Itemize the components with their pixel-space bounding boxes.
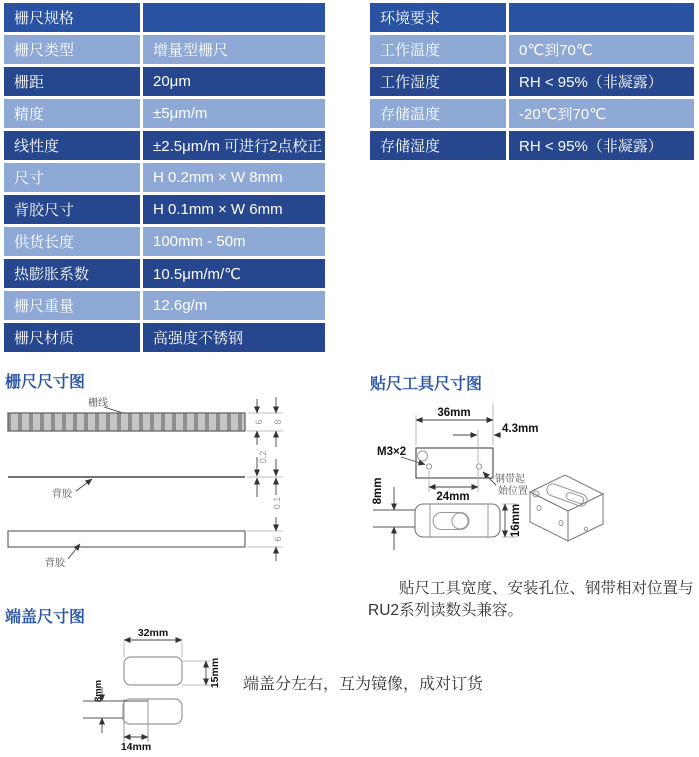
tool-caption-line2: RU2系列读数头兼容。 bbox=[368, 601, 524, 619]
scale-spec-table bbox=[1, 0, 328, 355]
spec-table-title: 栅尺规格 bbox=[4, 3, 140, 32]
row-value: H 0.2mm × W 8mm bbox=[143, 163, 325, 192]
row-label: 工作湿度 bbox=[370, 67, 506, 96]
row-value: RH < 95%（非凝露） bbox=[509, 67, 694, 96]
table-row bbox=[4, 163, 325, 192]
row-label: 存储温度 bbox=[370, 99, 506, 128]
grating-bar bbox=[8, 413, 245, 431]
hole-spec-label: M3×2 bbox=[377, 446, 407, 458]
tool-bottom-view bbox=[415, 504, 500, 537]
endcap-side-view bbox=[123, 699, 182, 724]
dim-8mm: 8mm bbox=[93, 679, 104, 703]
tool-dimension-drawing bbox=[365, 395, 699, 580]
row-value: 100mm - 50m bbox=[143, 227, 325, 256]
dim-adhesive-width: 6 bbox=[273, 536, 283, 542]
row-label: 存储湿度 bbox=[370, 131, 506, 160]
row-label: 热膨胀系数 bbox=[4, 259, 140, 288]
row-value: H 0.1mm × W 6mm bbox=[143, 195, 325, 224]
tool-front-view bbox=[416, 448, 493, 478]
row-value: -20℃到70℃ bbox=[509, 99, 694, 128]
tool-diagram-title: 贴尺工具尺寸图 bbox=[370, 376, 483, 393]
dim-adhesive-thickness: 0.1 bbox=[272, 496, 282, 510]
dim-36mm: 36mm bbox=[437, 407, 471, 419]
table-row bbox=[4, 195, 325, 224]
env-table-title: 环境要求 bbox=[370, 3, 506, 32]
environment-table bbox=[367, 0, 697, 163]
row-label: 精度 bbox=[4, 99, 140, 128]
dim-scale-thickness: 0.2 bbox=[258, 450, 268, 464]
table-row bbox=[4, 323, 325, 352]
row-label: 工作温度 bbox=[370, 35, 506, 64]
table-row bbox=[370, 131, 694, 160]
tool-isometric-view bbox=[530, 475, 603, 541]
row-label: 尺寸 bbox=[4, 163, 140, 192]
row-value: 高强度不锈钢 bbox=[143, 323, 325, 352]
table-row bbox=[4, 131, 325, 160]
row-label: 背胶尺寸 bbox=[4, 195, 140, 224]
adhesive-label-1: 背胶 bbox=[52, 489, 72, 500]
dim-16mm: 16mm bbox=[510, 503, 522, 538]
row-value: RH < 95%（非凝露） bbox=[509, 131, 694, 160]
env-table-title-empty bbox=[509, 3, 694, 32]
dim-24mm: 24mm bbox=[436, 491, 470, 503]
spec-table-title-empty bbox=[143, 3, 325, 32]
adhesive-label-2: 背胶 bbox=[45, 558, 65, 569]
row-label: 供货长度 bbox=[4, 227, 140, 256]
table-row bbox=[4, 259, 325, 288]
dim-width-inner: 6 bbox=[254, 419, 264, 425]
row-value: ±2.5μm/m 可进行2点校正 bbox=[143, 131, 325, 160]
endcap-diagram-title: 端盖尺寸图 bbox=[5, 609, 86, 626]
dim-15mm: 15mm bbox=[209, 657, 221, 689]
row-value: ±5μm/m bbox=[143, 99, 325, 128]
dim-4-3mm: 4.3mm bbox=[502, 423, 539, 435]
table-row bbox=[4, 99, 325, 128]
row-value: 0℃到70℃ bbox=[509, 35, 694, 64]
row-label: 栅尺重量 bbox=[4, 291, 140, 320]
table-row bbox=[370, 99, 694, 128]
row-value: 10.5μm/m/℃ bbox=[143, 259, 325, 288]
row-label: 栅尺类型 bbox=[4, 35, 140, 64]
tool-caption-line1: 贴尺工具宽度、安装孔位、钢带相对位置与 bbox=[399, 580, 694, 597]
row-label: 栅距 bbox=[4, 67, 140, 96]
dim-14mm: 14mm bbox=[120, 741, 152, 753]
row-value: 12.6g/m bbox=[143, 291, 325, 320]
table-header-row bbox=[370, 3, 694, 32]
scale-dimension-drawing bbox=[0, 393, 340, 590]
table-row bbox=[370, 67, 694, 96]
dim-width-outer: 8 bbox=[273, 419, 283, 425]
table-row bbox=[4, 67, 325, 96]
row-value: 增量型栅尺 bbox=[143, 35, 325, 64]
endcap-caption: 端盖分左右，互为镜像，成对订货 bbox=[243, 676, 484, 693]
tape-start-label-line2: 始位置 bbox=[498, 486, 528, 497]
tool-caption bbox=[368, 578, 699, 621]
grating-label: 栅线 bbox=[88, 398, 108, 409]
table-row bbox=[4, 227, 325, 256]
dim-8mm: 8mm bbox=[372, 477, 384, 505]
row-label: 栅尺材质 bbox=[4, 323, 140, 352]
scale-diagram-title: 栅尺尺寸图 bbox=[5, 374, 86, 391]
row-value: 20μm bbox=[143, 67, 325, 96]
endcap-top-view bbox=[124, 657, 182, 685]
table-header-row bbox=[4, 3, 325, 32]
tape-start-label-line1: 钢带起 bbox=[495, 474, 525, 485]
adhesive-bar bbox=[8, 531, 245, 547]
table-row bbox=[4, 35, 325, 64]
dim-32mm: 32mm bbox=[137, 627, 169, 639]
table-row bbox=[370, 35, 694, 64]
row-label: 线性度 bbox=[4, 131, 140, 160]
table-row bbox=[4, 291, 325, 320]
